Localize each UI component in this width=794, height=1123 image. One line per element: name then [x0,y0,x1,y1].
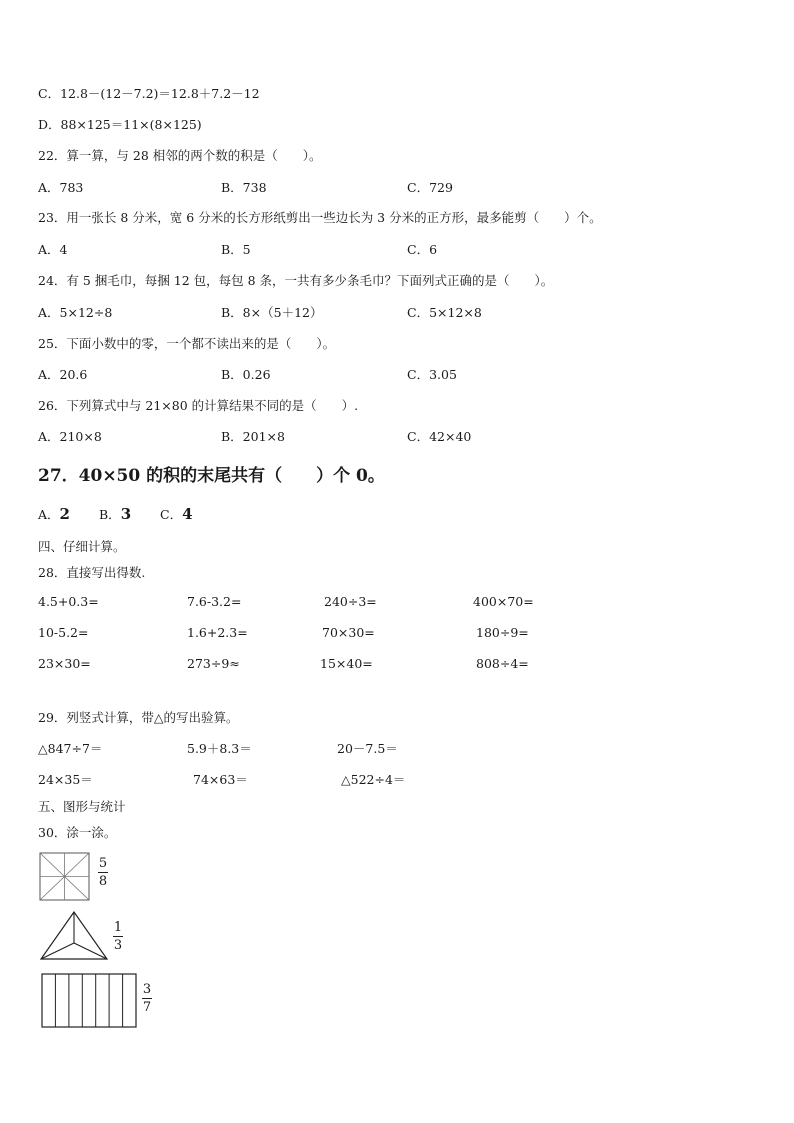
q21-option-d: D．88×125＝11×(8×125) [38,117,202,132]
fraction-numerator: 3 [142,982,152,997]
q22-stem: 22．算一算，与 28 相邻的两个数的积是（ ）。 [38,148,322,163]
q27-option-a [38,505,70,523]
q28-stem: 28．直接写出得数. [38,565,146,580]
q29-item: △847÷7＝ [38,741,103,756]
q26-stem: 26．下列算式中与 21×80 的计算结果不同的是（ ）. [38,398,359,413]
q28-item: 240÷3= [324,594,377,609]
section-4-heading: 四、仔细计算。 [38,539,126,554]
q22-option-a: A．783 [38,180,84,195]
q22-option-b: B．738 [221,180,267,195]
fraction-bar [113,936,123,937]
fraction-bar [142,998,152,999]
q27-option-a-value: 2 [59,505,70,523]
q25-option-a: A．20.6 [38,367,88,382]
section-5-heading: 五、图形与统计 [38,799,126,814]
q27-option-c-value: 4 [182,505,193,523]
q28-item: 7.6-3.2= [187,594,242,609]
q29-item: 5.9＋8.3＝ [187,741,252,756]
q29-item: △522÷4＝ [341,772,406,787]
q23-option-a: A．4 [38,242,68,257]
q24-stem: 24．有 5 捆毛巾，每捆 12 包，每包 8 条，一共有多少条毛巾？下面列式正确的是（ ）。 [38,273,554,288]
q25-option-b: B．0.26 [221,367,271,382]
q28-item: 10-5.2= [38,625,89,640]
q27-option-c [160,505,193,523]
q28-item: 70×30= [322,625,375,640]
q23-option-b: B．5 [221,242,251,257]
fraction-one-third [113,921,123,952]
q28-item: 400×70= [473,594,534,609]
q27-option-a-prefix: A． [38,507,60,522]
fraction-numerator: 5 [98,856,108,871]
fraction-numerator: 1 [113,920,123,935]
q29-item: 20－7.5＝ [337,741,398,756]
triangle-3-parts-figure [39,910,109,962]
q25-option-c: C．3.05 [407,367,457,382]
q22-option-c: C．729 [407,180,453,195]
q24-option-c: C．5×12×8 [407,305,482,320]
q28-item: 15×40= [320,656,373,671]
fraction-denominator: 7 [142,1000,152,1015]
q28-item: 808÷4= [476,656,529,671]
fraction-bar [98,872,108,873]
q30-stem: 30．涂一涂。 [38,825,117,840]
q28-item: 23×30= [38,656,91,671]
q29-item: 74×63＝ [193,772,248,787]
square-8-parts-figure [39,852,91,902]
q29-stem: 29．列竖式计算，带△的写出验算。 [38,710,239,725]
fraction-five-eighths [98,857,108,888]
q27-option-b-value: 3 [120,505,132,523]
fraction-three-sevenths [142,983,152,1014]
q26-option-c: C．42×40 [407,429,472,444]
q27-option-b-prefix: B． [99,507,121,522]
q26-option-a: A．210×8 [38,429,102,444]
q26-option-b: B．201×8 [221,429,285,444]
q28-item: 1.6+2.3= [187,625,248,640]
rectangle-7-parts-figure [41,973,137,1029]
q28-item: 273÷9≈ [187,656,240,671]
fraction-denominator: 3 [113,938,123,953]
q25-stem: 25．下面小数中的零，一个都不读出来的是（ ）。 [38,336,336,351]
fraction-denominator: 8 [98,874,108,889]
q23-option-c: C．6 [407,242,438,257]
q28-item: 180÷9= [476,625,529,640]
q24-option-a: A．5×12÷8 [38,305,113,320]
q27-stem: 27．40×50 的积的末尾共有（ ）个 0。 [38,466,385,486]
q27-option-b [99,505,131,523]
q23-stem: 23．用一张长 8 分米，宽 6 分米的长方形纸剪出一些边长为 3 分米的正方形，最多能剪（ ）个。 [38,210,602,225]
q24-option-b: B．8×（5＋12） [221,305,323,320]
q21-option-c: C．12.8－(12－7.2)＝12.8＋7.2－12 [38,86,260,101]
q28-item: 4.5+0.3= [38,594,99,609]
q27-option-c-prefix: C． [160,507,183,522]
q29-item: 24×35＝ [38,772,93,787]
